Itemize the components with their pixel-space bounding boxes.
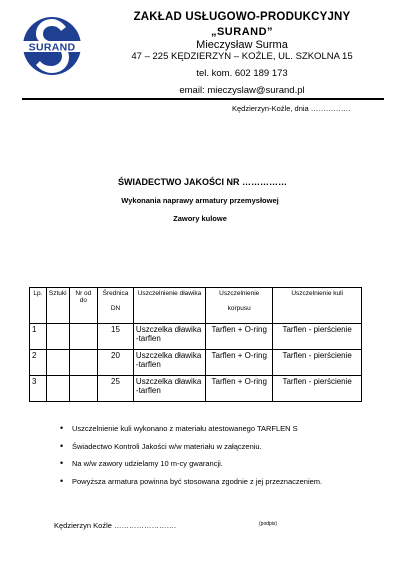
cell-dlawik: Uszczelka dławika -tarflen — [133, 324, 205, 350]
cell-sztuki — [46, 324, 69, 350]
company-phone: tel. kom. 602 189 173 — [196, 68, 288, 79]
cell-dn: 20 — [98, 350, 134, 376]
document-subtitle: Wykonania naprawy armatury przemysłowej — [121, 196, 279, 205]
cell-dn: 25 — [98, 376, 134, 402]
table-row — [30, 376, 362, 402]
surand-logo-icon — [22, 10, 82, 82]
cell-dlawik: Uszczelka dławika -tarflen — [133, 376, 205, 402]
table-row — [30, 350, 362, 376]
header-kuli: Uszczelnienie kuli — [273, 288, 362, 324]
company-brand: „SURAND” — [210, 26, 274, 38]
cell-lp: 3 — [30, 376, 47, 402]
note-item: • Świadectwo Kontroli Jakości w/w materiału w załączeniu. — [62, 442, 322, 451]
cell-sztuki — [46, 350, 69, 376]
table-row — [30, 324, 362, 350]
cell-kuli: Tarflen - pierścienie — [273, 350, 362, 376]
signature-place: Kędzierzyn Koźle ……………………. — [54, 521, 177, 530]
header-divider — [22, 98, 384, 100]
header-dlawik: Uszczelnienie dławika — [133, 288, 205, 324]
company-address: 47 – 225 KĘDZIERZYN – KOŹLE, UL. SZKOLNA 15 — [131, 51, 353, 62]
cell-lp: 1 — [30, 324, 47, 350]
logo-wordmark: SURAND — [28, 41, 76, 54]
cell-dlawik: Uszczelka dławika -tarflen — [133, 350, 205, 376]
header-srednica: Średnica DN — [98, 288, 134, 324]
cell-lp: 2 — [30, 350, 47, 376]
cell-nr — [69, 376, 97, 402]
cell-korpus: Tarflen + O-ring — [206, 350, 273, 376]
company-logo — [22, 10, 82, 82]
company-email: email: mieczyslaw@surand.pl — [179, 85, 305, 96]
notes-list — [62, 424, 322, 494]
table-header-row — [30, 288, 362, 324]
header-sztuki: Sztuki — [46, 288, 69, 324]
cell-korpus: Tarflen + O-ring — [206, 376, 273, 402]
cell-nr — [69, 324, 97, 350]
company-owner: Mieczysław Surma — [196, 39, 288, 51]
cell-kuli: Tarflen - pierścienie — [273, 324, 362, 350]
note-item: • Powyższa armatura powinna być stosowana zgodnie z jej przeznaczeniem. — [62, 477, 322, 486]
note-item: • Na w/w zawory udzielamy 10 m-cy gwarancji. — [62, 459, 322, 468]
place-date: Kędzierzyn-Koźle, dnia ……………. — [232, 104, 351, 113]
cell-korpus: Tarflen + O-ring — [206, 324, 273, 350]
cell-kuli: Tarflen - pierścienie — [273, 376, 362, 402]
header-korpus: Uszczelnienie korpusu — [206, 288, 273, 324]
signature-label: (podpis) — [259, 521, 278, 527]
header-lp: Lp. — [30, 288, 47, 324]
cell-dn: 15 — [98, 324, 134, 350]
cell-sztuki — [46, 376, 69, 402]
cell-nr — [69, 350, 97, 376]
quality-table — [29, 287, 362, 402]
company-name: ZAKŁAD USŁUGOWO-PRODUKCYJNY — [133, 11, 351, 23]
document-title: ŚWIADECTWO JAKOŚCI NR …………… — [117, 177, 287, 187]
header-nr-od-do: Nr od do — [69, 288, 97, 324]
document-subject: Zawory kulowe — [173, 214, 227, 223]
note-item: • Uszczelnienie kuli wykonano z materiału atestowanego TARFLEN S — [62, 424, 322, 433]
